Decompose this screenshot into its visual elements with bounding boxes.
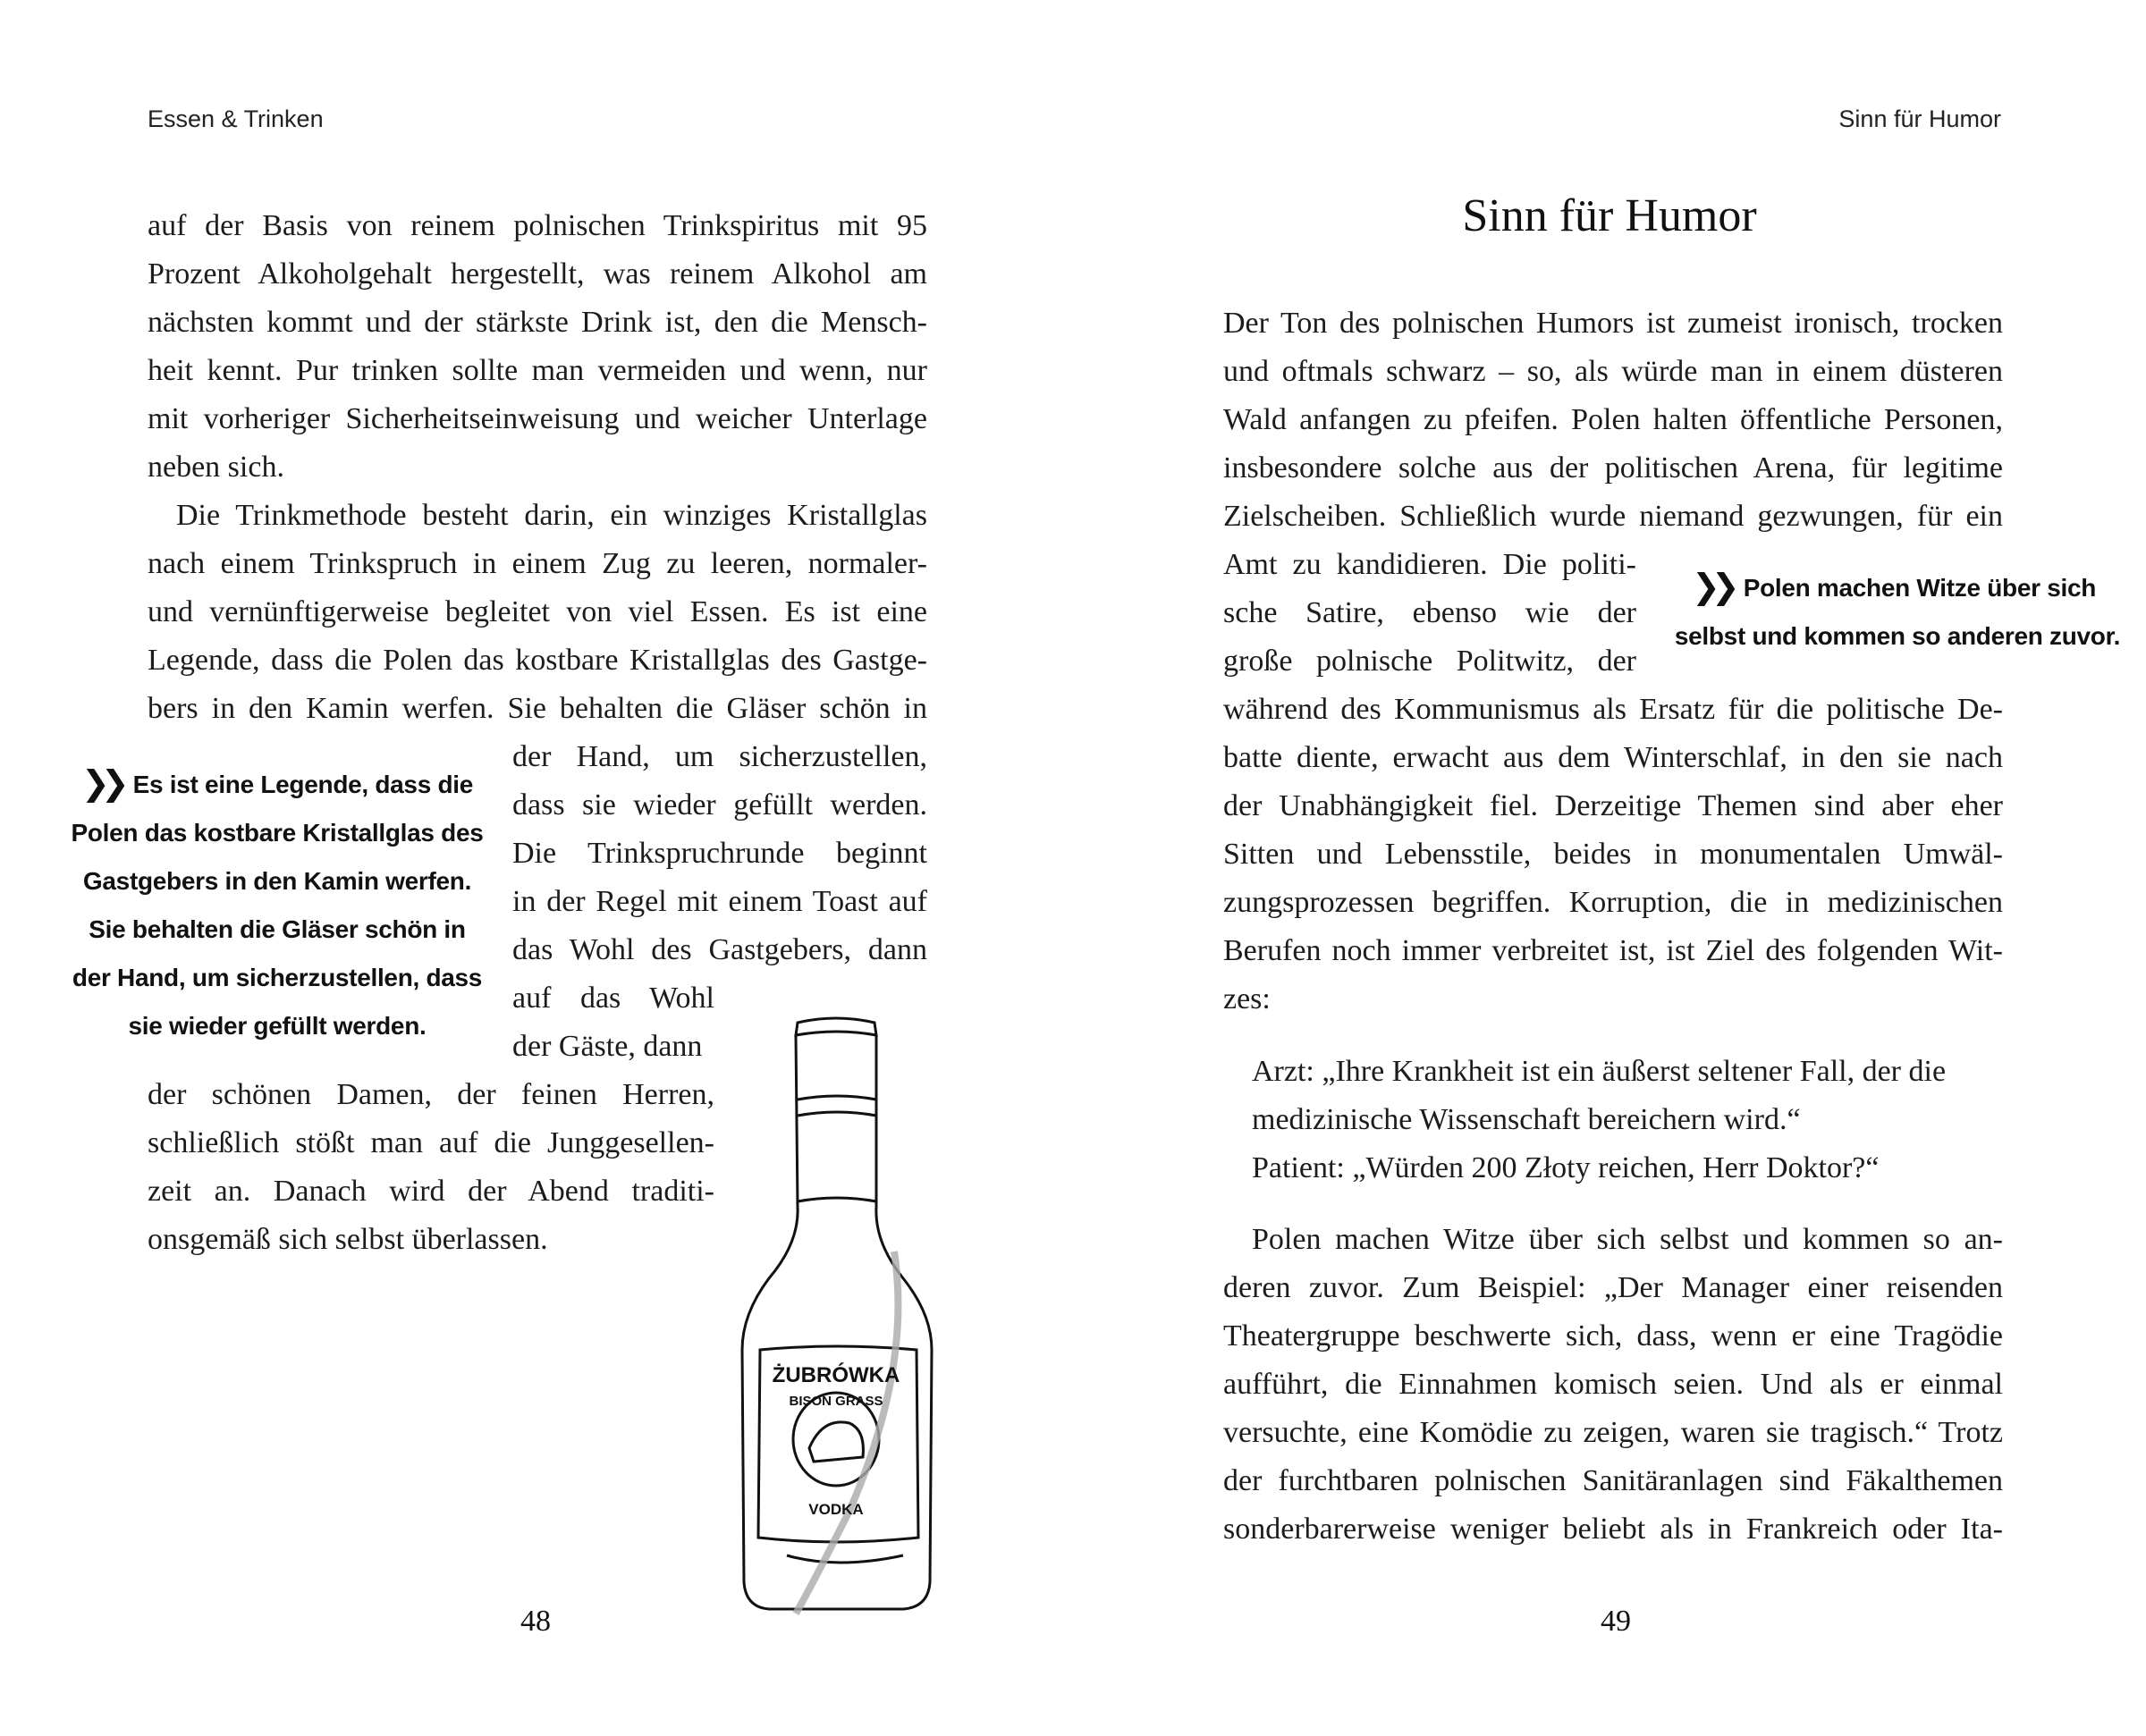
- text-line: onsgemäß sich selbst überlassen.: [148, 1223, 548, 1256]
- text-line: Die Trinkmethode besteht darin, ein winziges Kristallglas: [176, 499, 927, 532]
- text-line: der Gäste, dann: [512, 1030, 703, 1063]
- bottle-sub: BISON GRASS: [789, 1394, 883, 1409]
- text-line: insbesondere solche aus der politischen Arena, für legitime: [1223, 451, 2003, 485]
- text-line: versuchte, eine Komödie zu zeigen, waren sie tragisch.“ Trotz: [1223, 1416, 2003, 1449]
- text-line: Polen machen Witze über sich selbst und kommen so an-: [1252, 1223, 2003, 1256]
- dialogue-line: medizinische Wissenschaft bereichern wird.“: [1252, 1103, 1801, 1136]
- double-chevron-icon: ❯❯: [80, 765, 121, 803]
- text-line: schließlich stößt man auf die Junggesellen-: [148, 1126, 714, 1159]
- text-line: große polnische Politwitz, der: [1223, 645, 1636, 678]
- text-line: bers in den Kamin werfen. Sie behalten die Gläser schön in: [148, 692, 927, 725]
- text-line: deren zuvor. Zum Beispiel: „Der Manager einer reisenden: [1223, 1271, 2003, 1304]
- text-line: batte diente, erwacht aus dem Winterschlaf, in den sie nach: [1223, 741, 2003, 774]
- text-line: zungsprozessen begriffen. Korruption, die in medizinischen: [1223, 886, 2003, 919]
- text-line: auf der Basis von reinem polnischen Trinkspiritus mit 95: [148, 209, 927, 242]
- text-line: Amt zu kandidieren. Die politi-: [1223, 548, 1636, 581]
- double-chevron-icon: ❯❯: [1692, 569, 1731, 606]
- text-line: das Wohl des Gastgebers, dann: [512, 933, 927, 966]
- text-line: Sitten und Lebensstile, beides in monumentalen Umwäl-: [1223, 838, 2003, 871]
- text-line: und oftmals schwarz – so, als würde man in einem düsteren: [1223, 355, 2003, 388]
- text-line: Wald anfangen zu pfeifen. Polen halten öffentliche Personen,: [1223, 403, 2003, 436]
- chapter-title: Sinn für Humor: [1462, 190, 1757, 241]
- text-line: Die Trinkspruchrunde beginnt: [512, 837, 927, 870]
- text-line: mit vorheriger Sicherheitseinweisung und weicher Unterlage: [148, 402, 927, 435]
- text-line: nächsten kommt und der stärkste Drink ist, den die Mensch-: [148, 306, 927, 339]
- dialogue-line: Arzt: „Ihre Krankheit ist ein äußerst seltener Fall, der die: [1252, 1055, 1947, 1088]
- text-line: der Hand, um sicherzustellen,: [512, 740, 927, 773]
- text-line: sche Satire, ebenso wie der: [1223, 596, 1636, 629]
- bottle-type: VODKA: [808, 1501, 864, 1518]
- text-line: dass sie wieder gefüllt werden.: [512, 788, 927, 822]
- text-line: während des Kommunismus als Ersatz für die politische De-: [1223, 693, 2003, 726]
- text-line: sonderbarerweise weniger beliebt als in Frankreich oder Ita-: [1223, 1513, 2003, 1546]
- text-line: nach einem Trinkspruch in einem Zug zu leeren, normaler-: [148, 547, 927, 580]
- dialogue-line: Patient: „Würden 200 Złoty reichen, Herr Doktor?“: [1252, 1151, 1880, 1184]
- text-line: Prozent Alkoholgehalt hergestellt, was reinem Alkohol am: [148, 257, 927, 291]
- text-line: auf das Wohl: [512, 982, 714, 1015]
- text-line: zes:: [1223, 982, 1271, 1015]
- vodka-bottle-illustration: [733, 1010, 939, 1618]
- text-line: Zielscheiben. Schließlich wurde niemand gezwungen, für ein: [1223, 500, 2003, 533]
- text-line: in der Regel mit einem Toast auf: [512, 885, 927, 918]
- running-head: Essen & Trinken: [148, 105, 324, 132]
- page-number: 49: [1601, 1605, 1631, 1638]
- text-line: Legende, dass die Polen das kostbare Kristallglas des Gastge-: [148, 644, 927, 677]
- text-line: der furchtbaren polnischen Sanitäranlagen sind Fäkalthemen: [1223, 1464, 2003, 1497]
- text-line: zeit an. Danach wird der Abend traditi-: [148, 1175, 714, 1208]
- pull-quote: ❯❯ Es ist eine Legende, dass die Polen das kostbare Kristallglas des Gastgebers in den Kamin werfen. Sie behalten die Gläser schön in der Hand, um sicherzustellen, dass sie wieder gefüllt werden.: [71, 765, 484, 1040]
- text-line: Der Ton des polnischen Humors ist zumeist ironisch, trocken: [1223, 307, 2003, 340]
- text-line: Berufen noch immer verbreitet ist, ist Ziel des folgenden Wit-: [1223, 934, 2003, 967]
- running-head: Sinn für Humor: [1838, 105, 2001, 132]
- text-line: der schönen Damen, der feinen Herren,: [148, 1078, 714, 1111]
- text-line: und vernünftigerweise begleitet von viel Essen. Es ist eine: [148, 595, 927, 628]
- bottle-brand: ŻUBRÓWKA: [772, 1363, 900, 1387]
- text-line: heit kennt. Pur trinken sollte man vermeiden und wenn, nur: [148, 354, 927, 387]
- text-line: aufführt, die Einnahmen komisch seien. Und als er einmal: [1223, 1368, 2003, 1401]
- text-line: Theatergruppe beschwerte sich, dass, wenn er eine Tragödie: [1223, 1319, 2003, 1353]
- text-line: der Unabhängigkeit fiel. Derzeitige Themen sind aber eher: [1223, 789, 2003, 822]
- page-number: 48: [520, 1605, 551, 1638]
- text-line: neben sich.: [148, 451, 284, 484]
- pull-quote: ❯❯ Polen machen Witze über sich selbst und kommen so anderen zuvor.: [1674, 569, 2121, 650]
